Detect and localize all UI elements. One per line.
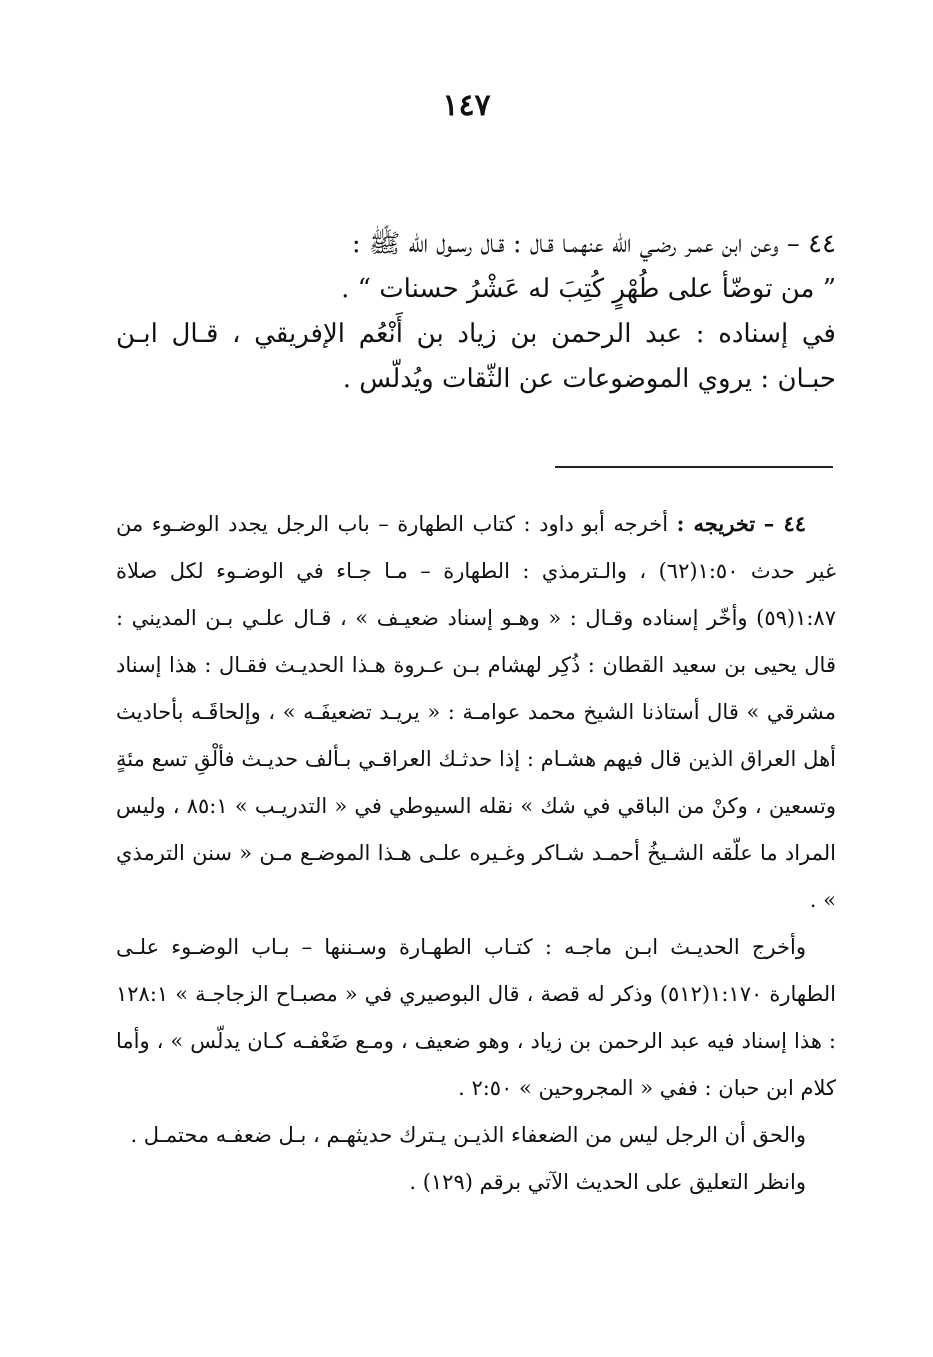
footnote-divider — [555, 466, 833, 468]
footnote-takhrij — [116, 500, 836, 924]
hadith-text: ” من توضّأ على طُهْرٍ كُتِبَ له عَشْرُ حسنات “ . — [341, 274, 836, 304]
footnotes-section — [116, 500, 836, 1206]
hadith-section — [116, 222, 836, 402]
hadith-number: ٤٤ — [808, 229, 836, 259]
hadith-isnad: في إسناده : عبد الرحمن بن زياد بن أَنْعُم الإفريقي ، قـال ابـن حبـان : يروي الموضوعات عن الثّقات ويُدلّس . — [116, 319, 836, 394]
takhrij-label: تخريجه : — [676, 511, 756, 536]
takhrij-number: ٤٤ – — [763, 511, 806, 536]
footnote-ibn-majah: وأخرج الحديـث ابـن ماجـه : كتـاب الطهـارة وسـننها – بـاب الوضـوء علـى الطهارة ١:١٧٠(٥١٢) وذكر له قصة ، قال البوصيري في « مصبـاح الزجاجـة » ١٢٨:١ : هذا إسناد فيه عبد الرحمن بن زياد ، وهو ضعيف ، ومـع ضَعْفـه كـان يدلّس » ، وأما كلام ابن حبان : ففي « المجروحين » ٢:٥٠ . — [116, 935, 837, 1100]
footnote-see-also: وانظر التعليق على الحديث الآتي برقم (١٢٩) . — [409, 1170, 806, 1194]
takhrij-text: أخرجه أبو داود : كتاب الطهارة – باب الرجل يجدد الوضـوء من غير حدث ١:٥٠(٦٢) ، والـترمذي : الطهارة – مـا جـاء في الوضـوء لكل صلاة ١:٨٧(٥٩) وأخّر إسناده وقـال : « وهـو إسناد ضعيـف » ، قـال علـي بـن المديني : قال يحيى بن سعيد القطان : ذُكِر لهشام بـن عـروة هـذا الحديـث فقـال : هذا إسناد مشرقي » قال أستاذنا الشيخ محمد عوامـة : « يريـد تضعيفَـه » ، وإلحاقَـه بأحاديث أهل العراق الذين قال فيهم هشـام : إذا حدثـك العراقـي بـألف حديـث فألْقِ تسع مئةٍ وتسعين ، وكنْ من الباقي في شك » نقله السيوطي في « التدريـب » ٨٥:١ ، وليس المراد ما علّقه الشـيخُ أحمـد شـاكر وغـيره علـى هـذا الموضـع مـن « سنن الترمذي » . — [116, 512, 837, 912]
page-number: ١٤٧ — [442, 88, 491, 123]
footnote-verdict: والحق أن الرجل ليس من الضعفاء الذيـن يـترك حديثهـم ، بـل ضعفـه محتمـل . — [130, 1123, 806, 1147]
hadith-intro-text: – وعن ابن عمـر رضـي الله عنهمـا قـال : قـال رسـول الله ﷺ : — [351, 229, 800, 259]
hadith-intro — [116, 222, 836, 267]
